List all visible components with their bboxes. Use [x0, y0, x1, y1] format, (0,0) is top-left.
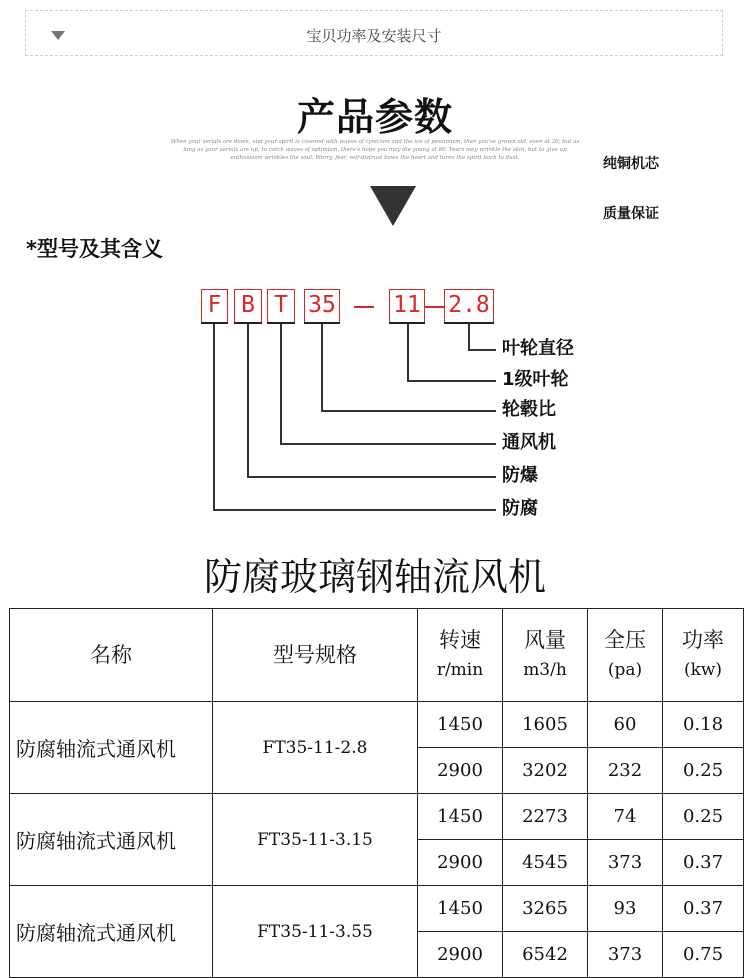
- leader-line: [213, 324, 215, 510]
- code-part-b: B: [234, 289, 262, 323]
- badge-copper-core: 纯铜机芯: [603, 156, 659, 172]
- cell-power: 0.25: [663, 748, 744, 794]
- triangle-down-icon: [370, 186, 416, 226]
- leader-line: [247, 324, 249, 477]
- cell-pressure: 60: [588, 702, 663, 748]
- code-dash-2: [425, 306, 444, 308]
- model-heading: *型号及其含义: [26, 237, 163, 261]
- code-part-35: 35: [304, 289, 340, 323]
- cell-speed: 1450: [418, 794, 503, 840]
- header-power: 功率 (kw): [663, 609, 744, 702]
- meaning-hub-ratio: 轮毂比: [502, 399, 556, 420]
- code-part-t: T: [267, 289, 295, 323]
- code-underline: [201, 322, 228, 324]
- badge-quality: 质量保证: [603, 206, 659, 222]
- table-row: [10, 886, 744, 932]
- cell-speed: 1450: [418, 886, 503, 932]
- cell-power: 0.18: [663, 702, 744, 748]
- hero-title: 产品参数: [296, 95, 453, 139]
- header-airflow: 风量 m3/h: [503, 609, 588, 702]
- cell-pressure: 93: [588, 886, 663, 932]
- leader-line: [321, 324, 323, 411]
- leader-line: [213, 509, 496, 511]
- table-header-row: [10, 609, 744, 702]
- leader-line: [468, 324, 470, 350]
- hero-subtitle: When your serials are down, and your spirit is covered with waves of cynicism and the ice of pessimism, then you've grown old, even at 20; but as long as your aerials are up, to catch waves of optimism, there's hope you may die young at 80. Years may wrinkle the skin, but to give up enthusiasm wrinkles the soul. Worry, fear, self-distrust bows the heart and turns the spirit back to dust.: [170, 139, 580, 161]
- header-pressure: 全压 (pa): [588, 609, 663, 702]
- leader-line: [247, 476, 496, 478]
- table-row: [10, 702, 744, 748]
- meaning-diameter: 叶轮直径: [502, 338, 574, 359]
- table-row: [10, 794, 744, 840]
- cell-power: 0.37: [663, 886, 744, 932]
- cell-airflow: 6542: [503, 932, 588, 978]
- leader-line: [280, 443, 496, 445]
- cell-name: 防腐轴流式通风机: [10, 794, 213, 886]
- section-header-title: 宝贝功率及安装尺寸: [306, 27, 442, 45]
- cell-airflow: 4545: [503, 840, 588, 886]
- section-header-bar[interactable]: [25, 10, 723, 56]
- cell-pressure: 373: [588, 932, 663, 978]
- cell-airflow: 2273: [503, 794, 588, 840]
- leader-line: [321, 410, 496, 412]
- cell-pressure: 373: [588, 840, 663, 886]
- cell-pressure: 74: [588, 794, 663, 840]
- cell-name: 防腐轴流式通风机: [10, 886, 213, 978]
- spec-table: [9, 608, 744, 978]
- cell-airflow: 1605: [503, 702, 588, 748]
- header-name: 名称: [10, 609, 213, 702]
- cell-power: 0.75: [663, 932, 744, 978]
- meaning-stage: 1级叶轮: [502, 369, 569, 390]
- header-model: 型号规格: [213, 609, 418, 702]
- cell-airflow: 3265: [503, 886, 588, 932]
- meaning-fan: 通风机: [502, 432, 556, 453]
- leader-line: [468, 349, 496, 351]
- cell-airflow: 3202: [503, 748, 588, 794]
- cell-speed: 2900: [418, 748, 503, 794]
- code-part-diameter: 2.8: [444, 289, 494, 323]
- meaning-anticorrosion: 防腐: [502, 498, 538, 519]
- leader-line: [280, 324, 282, 444]
- cell-speed: 2900: [418, 932, 503, 978]
- cell-model: FT35-11-3.55: [213, 886, 418, 978]
- cell-name: 防腐轴流式通风机: [10, 702, 213, 794]
- leader-line: [407, 324, 409, 381]
- cell-power: 0.25: [663, 794, 744, 840]
- code-part-f: F: [201, 289, 228, 323]
- cell-model: FT35-11-2.8: [213, 702, 418, 794]
- code-part-11: 11: [389, 289, 425, 323]
- table-title: 防腐玻璃钢轴流风机: [203, 555, 546, 599]
- meaning-explosion-proof: 防爆: [502, 465, 538, 486]
- header-speed: 转速 r/min: [418, 609, 503, 702]
- leader-line: [407, 380, 496, 382]
- cell-speed: 1450: [418, 702, 503, 748]
- cell-speed: 2900: [418, 840, 503, 886]
- cell-model: FT35-11-3.15: [213, 794, 418, 886]
- cell-power: 0.37: [663, 840, 744, 886]
- cell-pressure: 232: [588, 748, 663, 794]
- code-dash-1: [354, 306, 374, 308]
